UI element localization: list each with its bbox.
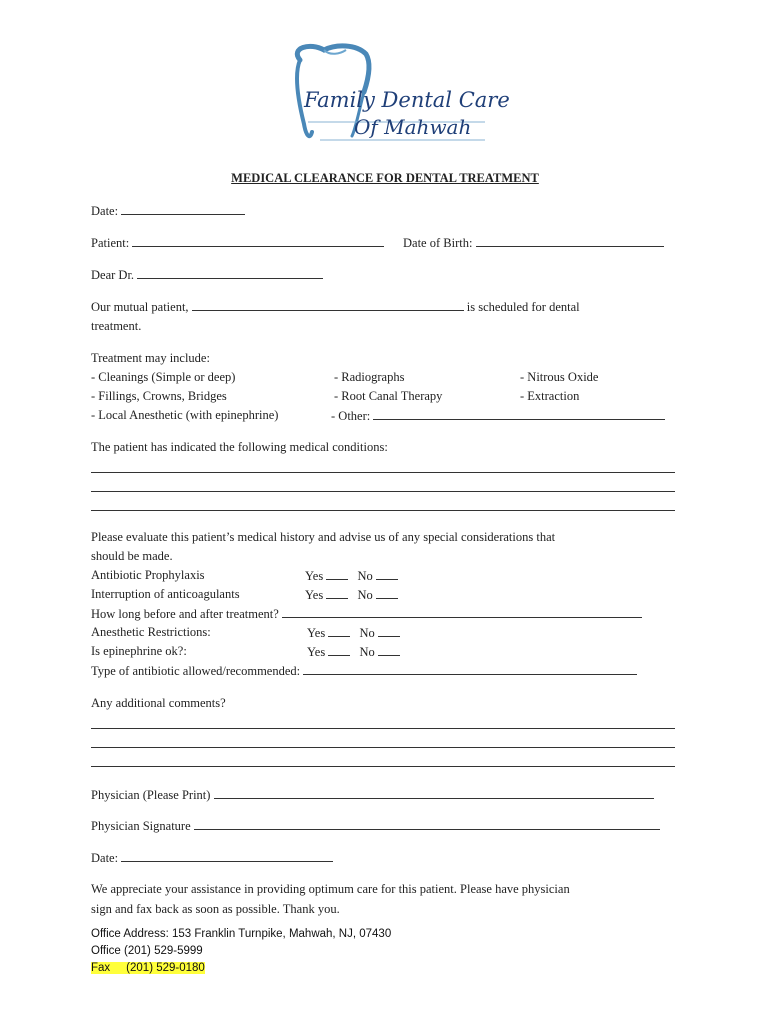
- how-long-input[interactable]: [282, 606, 642, 618]
- question-label: Interruption of anticoagulants: [91, 587, 240, 601]
- yes-no-row: [305, 568, 398, 584]
- logo-line2: Of Mahwah: [354, 115, 472, 139]
- office-phone: Office (201) 529-5999: [91, 945, 203, 957]
- yes-input[interactable]: [326, 587, 348, 599]
- conditions-line[interactable]: [91, 510, 675, 511]
- fax-number: (201) 529-0180: [126, 962, 205, 974]
- yes-no-row: [307, 625, 400, 641]
- yes-label: Yes: [307, 645, 326, 659]
- fax-row: [91, 962, 205, 974]
- doctor-input[interactable]: [137, 267, 323, 279]
- mutual-label-c: treatment.: [91, 319, 142, 333]
- antibiotic-label: Type of antibiotic allowed/recommended:: [91, 664, 301, 678]
- question-label: Is epinephrine ok?:: [91, 644, 187, 658]
- conditions-line[interactable]: [91, 472, 675, 473]
- yes-no-row: [305, 587, 398, 603]
- physician-signature-row: [91, 818, 660, 834]
- physician-signature-input[interactable]: [194, 818, 660, 830]
- physician-date-row: [91, 850, 333, 866]
- mutual-label-a: Our mutual patient,: [91, 300, 189, 314]
- treatment-item: - Extraction: [520, 389, 580, 403]
- no-label: No: [359, 626, 375, 640]
- physician-signature-label: Physician Signature: [91, 819, 191, 833]
- antibiotic-row: [91, 663, 637, 679]
- no-input[interactable]: [376, 587, 398, 599]
- date-row: [91, 203, 245, 219]
- evaluate-text: should be made.: [91, 549, 173, 563]
- treatment-other-row: [331, 408, 665, 424]
- physician-date-label: Date:: [91, 851, 119, 865]
- physician-date-input[interactable]: [121, 850, 333, 862]
- treatment-item: - Cleanings (Simple or deep): [91, 370, 236, 384]
- antibiotic-input[interactable]: [303, 663, 637, 675]
- how-long-label: How long before and after treatment?: [91, 607, 279, 621]
- no-input[interactable]: [378, 644, 400, 656]
- comments-line[interactable]: [91, 766, 675, 767]
- conditions-line[interactable]: [91, 491, 675, 492]
- date-label: Date:: [91, 204, 119, 218]
- dob-input[interactable]: [476, 235, 664, 247]
- no-input[interactable]: [376, 568, 398, 580]
- treatment-item: - Root Canal Therapy: [334, 389, 443, 403]
- patient-row: [91, 235, 384, 251]
- other-input[interactable]: [373, 408, 665, 420]
- no-label: No: [357, 569, 373, 583]
- patient-input[interactable]: [132, 235, 384, 247]
- physician-print-row: [91, 787, 654, 803]
- yes-label: Yes: [307, 626, 326, 640]
- conditions-heading: The patient has indicated the following medical conditions:: [91, 440, 388, 454]
- evaluate-text: Please evaluate this patient’s medical history and advise us of any special considerations that: [91, 530, 556, 544]
- physician-print-input[interactable]: [214, 787, 654, 799]
- treatment-item: - Nitrous Oxide: [520, 370, 599, 384]
- practice-logo: [280, 40, 510, 150]
- comments-line[interactable]: [91, 728, 675, 729]
- question-label: Antibiotic Prophylaxis: [91, 568, 205, 582]
- treatment-item: - Radiographs: [334, 370, 405, 384]
- physician-print-label: Physician (Please Print): [91, 788, 211, 802]
- treatment-item: - Local Anesthetic (with epinephrine): [91, 408, 279, 422]
- treatment-item: - Fillings, Crowns, Bridges: [91, 389, 227, 403]
- no-label: No: [359, 645, 375, 659]
- form-title: MEDICAL CLEARANCE FOR DENTAL TREATMENT: [231, 171, 539, 185]
- closing-text: We appreciate your assistance in providing optimum care for this patient. Please have physician: [91, 882, 570, 896]
- mutual-label-b: is scheduled for dental: [466, 300, 580, 314]
- logo-line1: Family Dental Care: [304, 88, 510, 112]
- date-input[interactable]: [121, 203, 245, 215]
- treatment-item: - Other:: [331, 409, 371, 423]
- patient-label: Patient:: [91, 236, 130, 250]
- comments-line[interactable]: [91, 747, 675, 748]
- comments-heading: Any additional comments?: [91, 696, 226, 710]
- mutual-row: [91, 299, 580, 315]
- dear-row: [91, 267, 323, 283]
- dob-row: [403, 235, 664, 251]
- yes-no-row: [307, 644, 400, 660]
- yes-input[interactable]: [326, 568, 348, 580]
- yes-input[interactable]: [328, 644, 350, 656]
- dear-label: Dear Dr.: [91, 268, 135, 282]
- no-label: No: [357, 588, 373, 602]
- yes-label: Yes: [305, 569, 324, 583]
- office-address: Office Address: 153 Franklin Turnpike, Mahwah, NJ, 07430: [91, 928, 392, 940]
- question-label: Anesthetic Restrictions:: [91, 625, 211, 639]
- treatment-heading: Treatment may include:: [91, 351, 210, 365]
- yes-input[interactable]: [328, 625, 350, 637]
- fax-label: Fax: [91, 962, 126, 974]
- mutual-patient-input[interactable]: [192, 299, 464, 311]
- dob-label: Date of Birth:: [403, 236, 473, 250]
- closing-text: sign and fax back as soon as possible. Thank you.: [91, 902, 340, 916]
- how-long-row: [91, 606, 642, 622]
- yes-label: Yes: [305, 588, 324, 602]
- no-input[interactable]: [378, 625, 400, 637]
